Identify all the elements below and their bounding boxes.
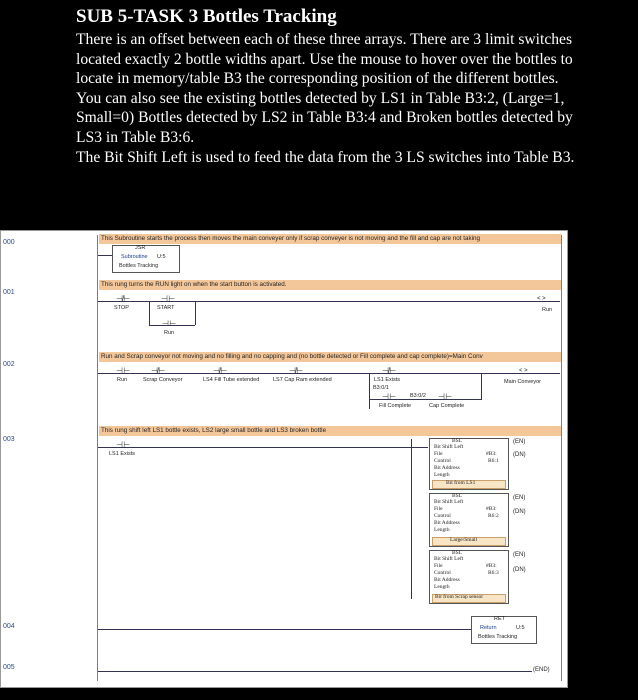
rung-comment-001: This rung turns the RUN light on when the start button is activated. [99,280,561,290]
stop-contact[interactable]: ⊣/⊢ [116,294,130,303]
paragraph-2: The Bit Shift Left is used to feed the data from the 3 LS switches into Table B3. [76,148,575,166]
instructions-text [76,6,576,167]
run-coil[interactable]: < > [537,296,546,302]
main-conveyor-coil[interactable]: < > [519,368,528,374]
bsl2-en[interactable]: (EN) [513,495,526,501]
ls1-exists-contact-003[interactable]: ⊣ ⊢ [116,440,130,449]
bsl-block-3[interactable]: BSL Bit Shift Left File #B3: Control R6:3 Bit Address Length Bit from Scrap sensor [429,550,509,604]
bsl3-dn[interactable]: (DN) [513,567,526,573]
bsl-block-1[interactable]: BSL Bit Shift Left File #B3: Control R6:1 Bit Address Length Bit from LS1 [429,438,509,490]
rung-number-004[interactable]: 004 [3,623,15,630]
rung-comment-002: Run and Scrap conveyor not moving and no filling and no capping and (no bottle detected or Fill complete and cap complete)=Main Conv [99,352,561,362]
run-coil-label: Run [542,307,553,313]
bsl1-dn[interactable]: (DN) [513,452,526,458]
rung-number-003[interactable]: 003 [3,436,15,443]
bsl3-en[interactable]: (EN) [513,552,526,558]
paragraph-1: There is an offset between each of these three arrays. There are 3 limit switches located exactly 2 bottle widths apart. Use the mouse to hover over the bottles to locate in memory/table B3 the corresponding position of the different bottles. You can also see the existing bottles detected by LS1 in Table B3:2, (Large=1, Small=0) Bottles detected by LS2 in Table B3:4 and Broken bottles detected by LS3 in Table B3:6. [76,31,573,146]
rung-number-005[interactable]: 005 [3,664,15,671]
cap-complete-contact[interactable]: ⊣ ⊢ [438,392,452,401]
rung-number-001[interactable]: 001 [3,289,15,296]
rung-number-000[interactable]: 000 [3,239,15,246]
scrap-conveyor-contact[interactable]: ⊣/⊢ [151,366,165,375]
rung-comment-003: This rung shift left LS1 bottle exists, LS2 large small bottle and LS3 broken bottle [99,426,561,436]
end-marker: (END) [533,667,550,673]
run-seal-contact[interactable]: ⊣ ⊢ [162,319,176,328]
ladder-diagram: 000 This Subroutine starts the process then moves the main conveyer only if scrap conveyer is not moving and the fill and cap are not taking JSR Subroutine U:5 Bottles Tracking 001 This rung turns the RUN light on when the start button is activated. ⊣/⊢ STOP ⊣ ⊢ START ⊣ ⊢ Run < > Run 002 Run and Scrap conveyor not moving and no filling and no capping and (no bottle detected or Fill complete and cap complete)=Main Conv ⊣ ⊢ Run ⊣/⊢ Scrap Conveyor ⊣/⊢ LS4 Fill Tube extended ⊣/⊢ LS7 Cap Ram extended ⊣/⊢ LS1 Exists B3:0/1 ⊣ ⊢ B3:0/2 ⊣ ⊢ Fill Complete Cap Complete < > Main Conveyor 003 This rung shift left LS1 bottle exists, LS2 large small bottle and LS3 broken bottle ⊣ ⊢ LS1 Exists BSL Bit Shift Left File #B3: Control R6:1 Bit Address Length Bit from LS1 (EN) (DN) BSL Bit Shift Left File #B3: Control R6:2 Bit Address Length Large/Small (EN) (DN) BSL Bit Shift Left File #B3: Control R6:3 Bit Address Length Bit from Scrap sensor (EN) (DN) 004 RET Return U:5 Bottles Tracking 005 (END) [0,230,568,688]
ls7-contact[interactable]: ⊣/⊢ [289,366,303,375]
fill-complete-contact[interactable]: ⊣ ⊢ [382,392,396,401]
stop-label: STOP [114,305,129,311]
rung-number-002[interactable]: 002 [3,361,15,368]
rung-comment-000: This Subroutine starts the process then moves the main conveyer only if scrap conveyer is not moving and the fill and cap are not taking [99,234,561,244]
start-label: START [157,305,175,311]
right-power-rail [561,235,562,681]
bsl1-en[interactable]: (EN) [513,439,526,445]
bsl2-dn[interactable]: (DN) [513,509,526,515]
ls1-exists-contact[interactable]: ⊣/⊢ [382,366,396,375]
page-title: SUB 5-TASK 3 Bottles Tracking [76,6,337,27]
run-contact[interactable]: ⊣ ⊢ [116,366,130,375]
start-contact[interactable]: ⊣ ⊢ [161,294,175,303]
ls4-contact[interactable]: ⊣/⊢ [213,366,227,375]
jsr-instruction[interactable]: JSR Subroutine U:5 Bottles Tracking [112,245,180,273]
bsl-block-2[interactable]: BSL Bit Shift Left File #B3: Control R6:2 Bit Address Length Large/Small [429,493,509,547]
run-seal-label: Run [164,330,175,336]
ret-instruction[interactable]: RET Return U:5 Bottles Tracking [471,616,537,644]
